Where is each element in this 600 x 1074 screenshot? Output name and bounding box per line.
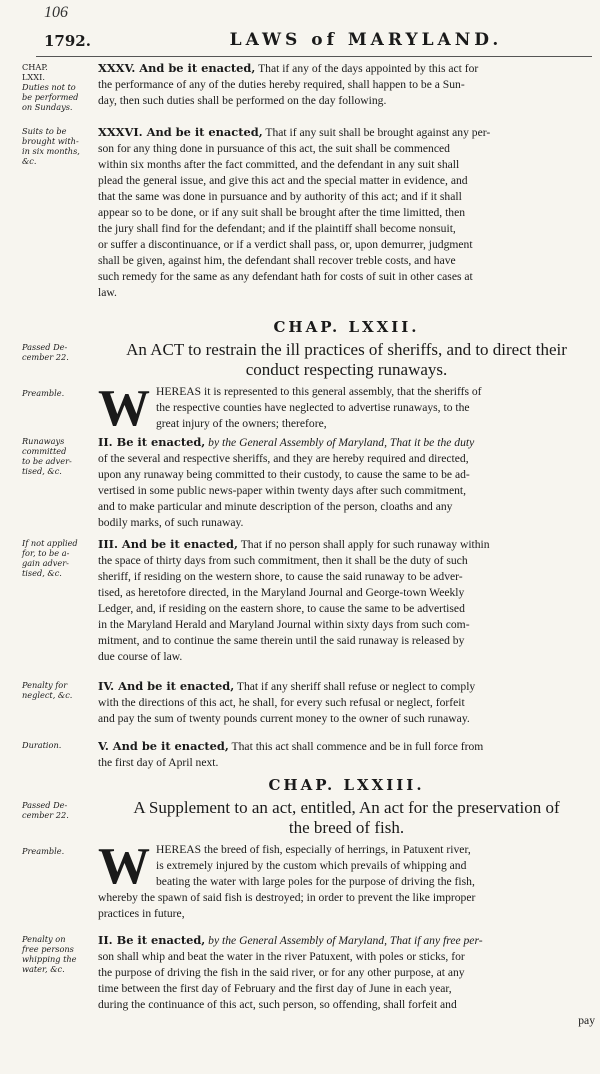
margin-note: Penalty on free persons whipping the water, &c. <box>22 934 77 974</box>
handwritten-page-number: 106 <box>44 4 68 21</box>
drop-cap: W <box>98 838 150 895</box>
margin-note: Preamble. <box>22 388 65 398</box>
margin-note: Duration. <box>22 740 62 750</box>
margin-note: Passed De- cember 22. <box>22 800 69 820</box>
margin-note: Suits to be brought with- in six months, &c. <box>22 126 80 166</box>
margin-note: Preamble. <box>22 846 65 856</box>
header-year: 1792. <box>44 32 91 50</box>
enacting-clause: II. Be it enacted, <box>98 933 206 947</box>
enacting-clause: IV. And be it enacted, <box>98 679 235 693</box>
page-header <box>36 30 592 57</box>
margin-note: If not applied for, to be a- gain adver- tised, &c. <box>22 538 78 578</box>
margin-note: CHAP. LXXI. Duties not to be performed on Sundays. <box>22 62 79 112</box>
section-text: II. Be it enacted, by the General Assembly of Maryland, That it be the duty of the several and respective sheriffs, and they are hereby required and directed, upon any runaway being committed to their custody, to cause the same to be ad- vertised in some public news-paper within twenty days after such commitment, and to make particular and minute description of the person, cloaths and any bodily marks, of such runaway. <box>98 435 475 529</box>
act-title: A Supplement to an act, entitled, An act for the preservation of the breed of fish. <box>133 798 560 837</box>
enacting-clause: V. And be it enacted, <box>98 739 229 753</box>
act-title: An ACT to restrain the ill practices of sheriffs, and to direct their conduct respecting runaways. <box>126 340 567 379</box>
margin-note: Passed De- cember 22. <box>22 342 69 362</box>
section-text: W HEREAS the breed of fish, especially of herrings, in Patuxent river, is extremely injured by the custom which prevails of whipping and beating the water with large poles for the purpose of driving the fish, whereby the spawn of said fish is destroyed; in order to prevent the like improper practices in future, <box>98 838 476 920</box>
enacting-clause: III. And be it enacted, <box>98 537 238 551</box>
section-text: W HEREAS it is represented to this general assembly, that the sheriffs of the respective counties have neglected to advertise runaways, to the great injury of the owners; therefore, <box>98 380 482 437</box>
section-text: IV. And be it enacted, That if any sheriff shall refuse or neglect to comply with the directions of this act, he shall, for every such refusal or neglect, forfeit and pay the sum of twenty pounds current money to the owner of such runaway. <box>98 679 476 725</box>
enacting-clause: XXXV. And be it enacted, <box>98 61 256 75</box>
chapter-heading: CHAP. LXXII. <box>273 318 420 336</box>
section-text: XXXVI. And be it enacted, That if any suit shall be brought against any per- son for any thing done in pursuance of this act, the suit shall be commenced within six months after the fact committed, and the defendant in any suit shall plead the general issue, and give this act and the special matter in evidence, and that the same was done in pursuance and by authority of this act; and if it shall appear so to be done, or if any suit shall be brought after the time limitted, then the jury shall find for the defendant; and if the plaintiff shall become nonsuit, or suffer a discontinuance, or if a verdict shall pass, or, upon demurrer, judgment shall be given, against him, the defendant shall recover treble costs, and have such remedy for the same as any defendant hath for costs of suit in other cases at law. <box>98 125 491 299</box>
catchword: pay <box>578 1014 595 1027</box>
enacting-clause: XXXVI. And be it enacted, <box>98 125 263 139</box>
margin-note: Penalty for neglect, &c. <box>22 680 73 700</box>
section-text: II. Be it enacted, by the General Assembly of Maryland, That if any free per- son shall whip and beat the water in the river Patuxent, with poles or sticks, for the purpose of driving the fish in the said river, or for any other purpose, at any time between the first day of February and the first day of June in each year, during the continuance of this act, such person, so offending, shall forfeit and pay <box>98 933 595 1027</box>
section-text: XXXV. And be it enacted, That if any of the days appointed by this act for the performance of any of the duties hereby required, shall happen to be a Sun- day, then such duties shall be performed on the day following. <box>98 61 479 107</box>
chapter-heading: CHAP. LXXIII. <box>268 776 425 794</box>
section-text: III. And be it enacted, That if no person shall apply for such runaway within the space of thirty days from such commitment, then it shall be the duty of such sheriff, if residing on the western shore, to cause the said runaway to be adver- tised, as heretofore directed, in the Maryland Journal and George-town Weekly Ledger, and, if residing on the eastern shore, to cause the same to be advertised in the Maryland Herald and Maryland Journal within sixty days from such com- mitment, and to continue the same therein until the said runaway is released by due course of law. <box>98 537 490 663</box>
enacting-clause: II. Be it enacted, <box>98 435 206 449</box>
running-title: LAWS of MARYLAND. <box>229 30 503 50</box>
section-text: V. And be it enacted, That this act shall commence and be in full force from the first day of April next. <box>98 739 484 769</box>
margin-note: Runaways committed to be adver- tised, &c. <box>22 436 72 476</box>
drop-cap: W <box>98 380 150 437</box>
